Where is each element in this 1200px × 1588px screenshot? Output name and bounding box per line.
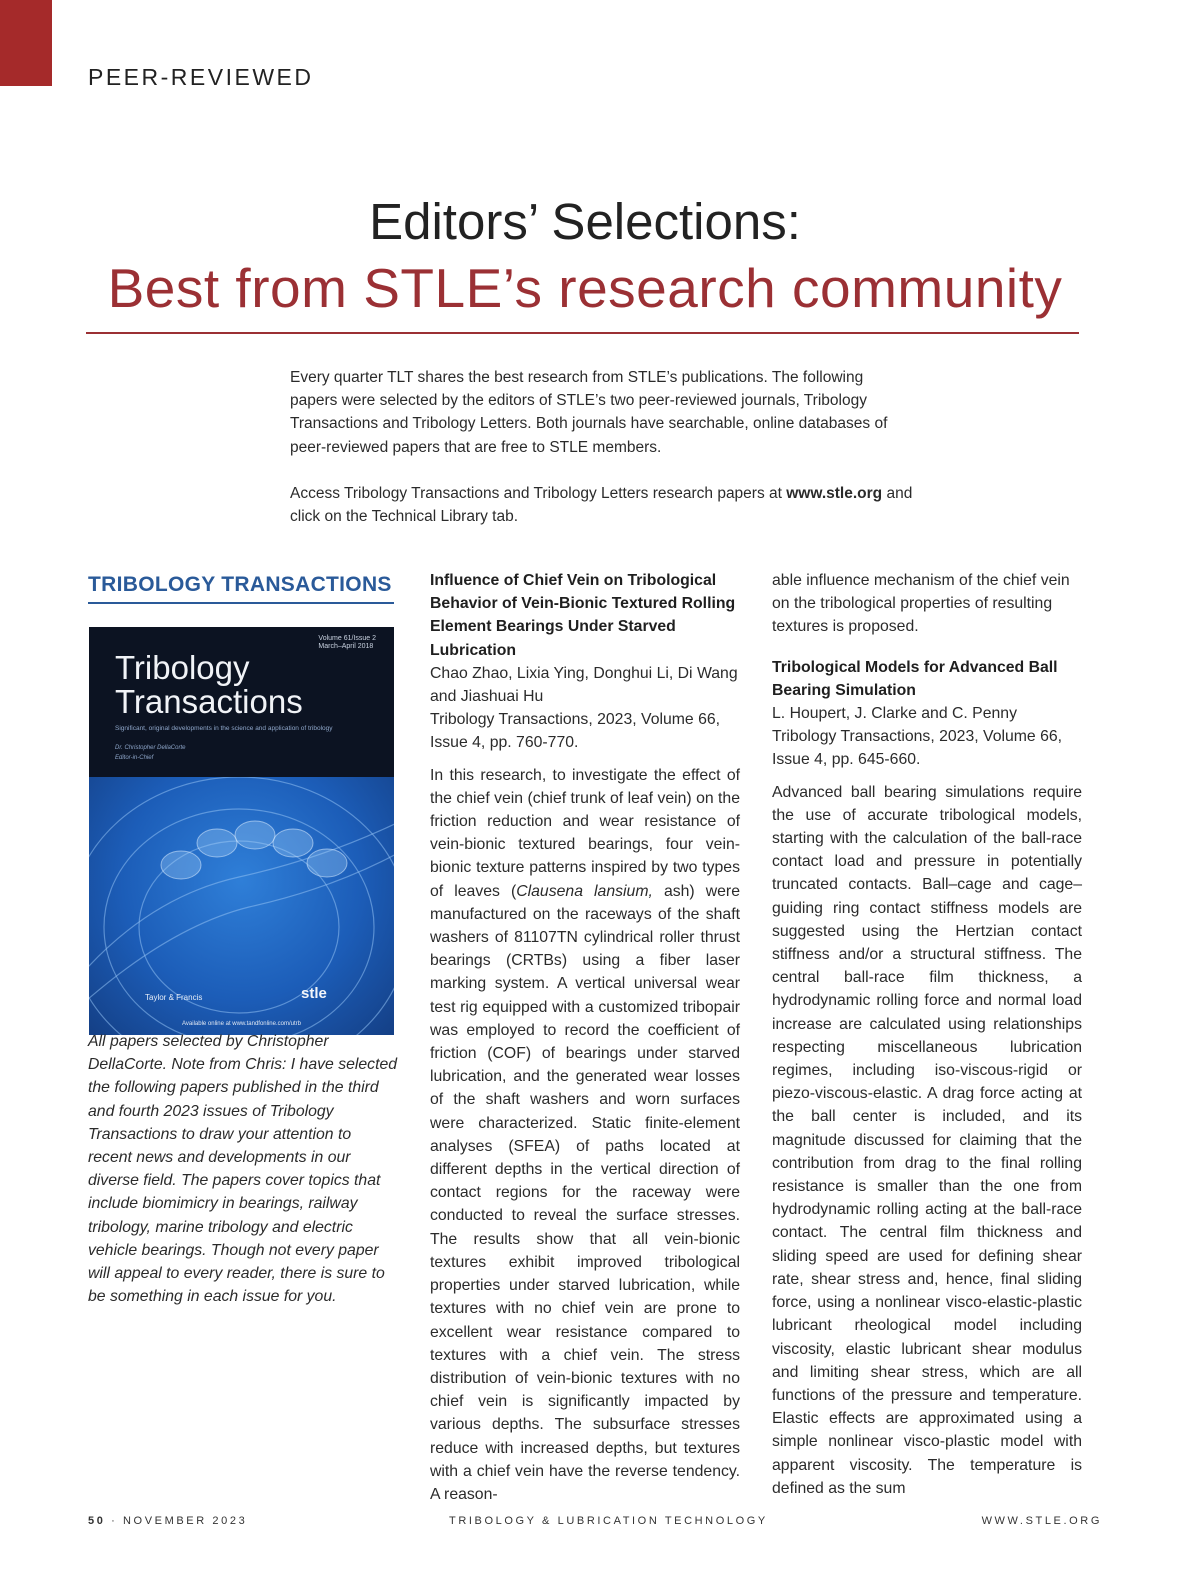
- cover-editor-name: Dr. Christopher DellaCorte: [115, 745, 186, 751]
- cover-title-line1: Tribology: [115, 649, 250, 686]
- access-paragraph: [290, 482, 914, 528]
- editor-note-text: All papers selected by Christopher DellaCorte. Note from Chris: I have selected the following papers published in the third and fourth 2023 issues of Tribology Transactions to draw your attention to recent news and developments in our diverse field. The papers cover topics that include biomimicry in bearings, railway tribology, marine tribology and electric vehicle bearings. Though not every paper will appeal to every reader, there is sure to be something in each issue for you.: [88, 1033, 398, 1306]
- cover-subtitle: Significant, original developments in the science and application of tribology: [115, 725, 333, 732]
- page-number: 50: [88, 1515, 106, 1527]
- page-subtitle: Best from STLE’s research community: [107, 257, 1063, 319]
- cover-title: [115, 651, 303, 719]
- journal-heading-rule: [88, 602, 394, 604]
- article-abstract-text: In this research, to investigate the effect of the chief vein (chief trunk of leaf vein) on the friction reduction and wear resistance of vein-bionic textured bearings, four vein-bionic texture patterns inspired by two types of leaves (: [430, 766, 740, 900]
- page-title: Editors’ Selections:: [369, 193, 801, 250]
- footer-publication: TRIBOLOGY & LUBRICATION TECHNOLOGY: [449, 1515, 768, 1527]
- article-abstract: [430, 764, 740, 1507]
- article-title: Tribological Models for Advanced Ball Bearing Simulation: [772, 658, 1058, 699]
- article-2-column: [772, 569, 1082, 1500]
- article-citation: Tribology Transactions, 2023, Volume 66, Issue 4, pp. 645-660.: [772, 728, 1063, 769]
- access-text-end: and click on the Technical Library tab.: [290, 485, 913, 526]
- article-title: Influence of Chief Vein on Tribological Behavior of Vein-Bionic Textured Rolling Element Bearings Under Starved Lubrication: [430, 572, 736, 659]
- intro-text: Every quarter TLT shares the best research from STLE’s publications. The following papers were selected by the editors of STLE’s two peer-reviewed journals, Tribology Transactions and Tribology Letters. Both journals have searchable, online databases of peer-reviewed papers that are free to STLE members.: [290, 369, 888, 456]
- title-divider: [86, 332, 1079, 334]
- cover-availability: Available online at www.tandfonline.com/utrb: [182, 1021, 301, 1027]
- cover-volume-info: [318, 635, 376, 651]
- bearing-illustration: [89, 777, 394, 1035]
- article-authors: L. Houpert, J. Clarke and C. Penny: [772, 705, 1017, 723]
- article-authors: Chao Zhao, Lixia Ying, Donghui Li, Di Wang and Jiashuai Hu: [430, 664, 738, 706]
- footer-page-info: [88, 1515, 247, 1527]
- intro-paragraph: [290, 366, 914, 459]
- editor-note: [88, 1030, 398, 1308]
- corner-accent-block: [0, 0, 52, 86]
- cover-publisher-logo: Taylor & Francis: [145, 993, 203, 1002]
- cover-title-line2: Transactions: [115, 683, 303, 720]
- footer-website[interactable]: WWW.STLE.ORG: [981, 1515, 1102, 1527]
- cover-volume: Volume 61/Issue 2: [318, 635, 376, 642]
- article-abstract-italic: Clausena lansium,: [516, 882, 653, 900]
- cover-stle-logo: stle: [301, 985, 327, 1002]
- article-citation: Tribology Transactions, 2023, Volume 66, Issue 4, pp. 760-770.: [430, 711, 721, 752]
- journal-heading: TRIBOLOGY TRANSACTIONS: [88, 573, 392, 596]
- article-abstract: Advanced ball bearing simulations require the use of accurate tribological models, starting with the calculation of the ball-race contact load and pressure in potentially truncated contacts. Ball–cage and cage–guiding ring contact stiffness models are suggested using the Hertzian contact stiffness and/or a structural stiffness. The central ball-race film thickness, a hydrodynamic rolling force and normal load increase are calculated using relationships respecting miscellaneous lubrication regimes, including iso-viscous-rigid or piezo-viscous-elastic. A drag force acting at the ball center is included, and its magnitude discussed for claiming that the contribution from drag to the final rolling resistance is smaller than the one from hydrodynamic rolling acting at the ball-race contact. The central film thickness and sliding speed are used for defining shear rate, shear stress and, hence, final sliding force, using a nonlinear visco-elastic-plastic lubricant rheological model including viscosity, elastic lubricant shear modulus and limiting shear stress, which are all functions of the pressure and temperature. Elastic effects are approximated using a simple nonlinear visco-plastic model with apparent viscosity. The temperature is defined as the sum: [772, 783, 1082, 1497]
- cover-editor: [115, 743, 185, 763]
- article-abstract-continued: able influence mechanism of the chief vein on the tribological properties of resulting textures is proposed.: [772, 572, 1070, 636]
- cover-date: March–April 2018: [318, 643, 374, 650]
- access-text: Access Tribology Transactions and Tribology Letters research papers at: [290, 485, 787, 502]
- stle-website-link[interactable]: www.stle.org: [786, 485, 883, 502]
- journal-cover-image: [89, 627, 394, 1035]
- section-label: PEER-REVIEWED: [88, 64, 314, 90]
- cover-editor-role: Editor-in-Chief: [115, 755, 154, 761]
- article-1: [430, 569, 740, 1506]
- article-abstract-text-cont: ash) were manufactured on the raceways of the shaft washers of 81107TN cylindrical roller thrust bearings (CRTBs) using a fiber laser marking system. A vertical universal wear test rig equipped with a customized tribopair was employed to record the coefficient of friction (COF) of bearings under starved lubrication, and the generated wear losses of the shaft washers and worn surfaces were characterized. Static finite-element analyses (SFEA) of paths located at different depths in the vertical direction of contact regions for the raceway were conducted to reveal the surface stresses. The results show that all vein-bionic textures exhibit improved tribological properties under starved lubrication, while textures with no chief vein are prone to excellent wear resistance compared to textures with a chief vein. The stress distribution of vein-bionic textures with no chief vein is significantly impacted by various depths. The subsurface stresses reduce with increased depths, but textures with a chief vein have the reverse tendency. A reason-: [430, 882, 740, 1503]
- cover-artwork: [89, 777, 394, 1035]
- footer-date: NOVEMBER 2023: [123, 1515, 248, 1527]
- footer-separator: ·: [111, 1515, 118, 1527]
